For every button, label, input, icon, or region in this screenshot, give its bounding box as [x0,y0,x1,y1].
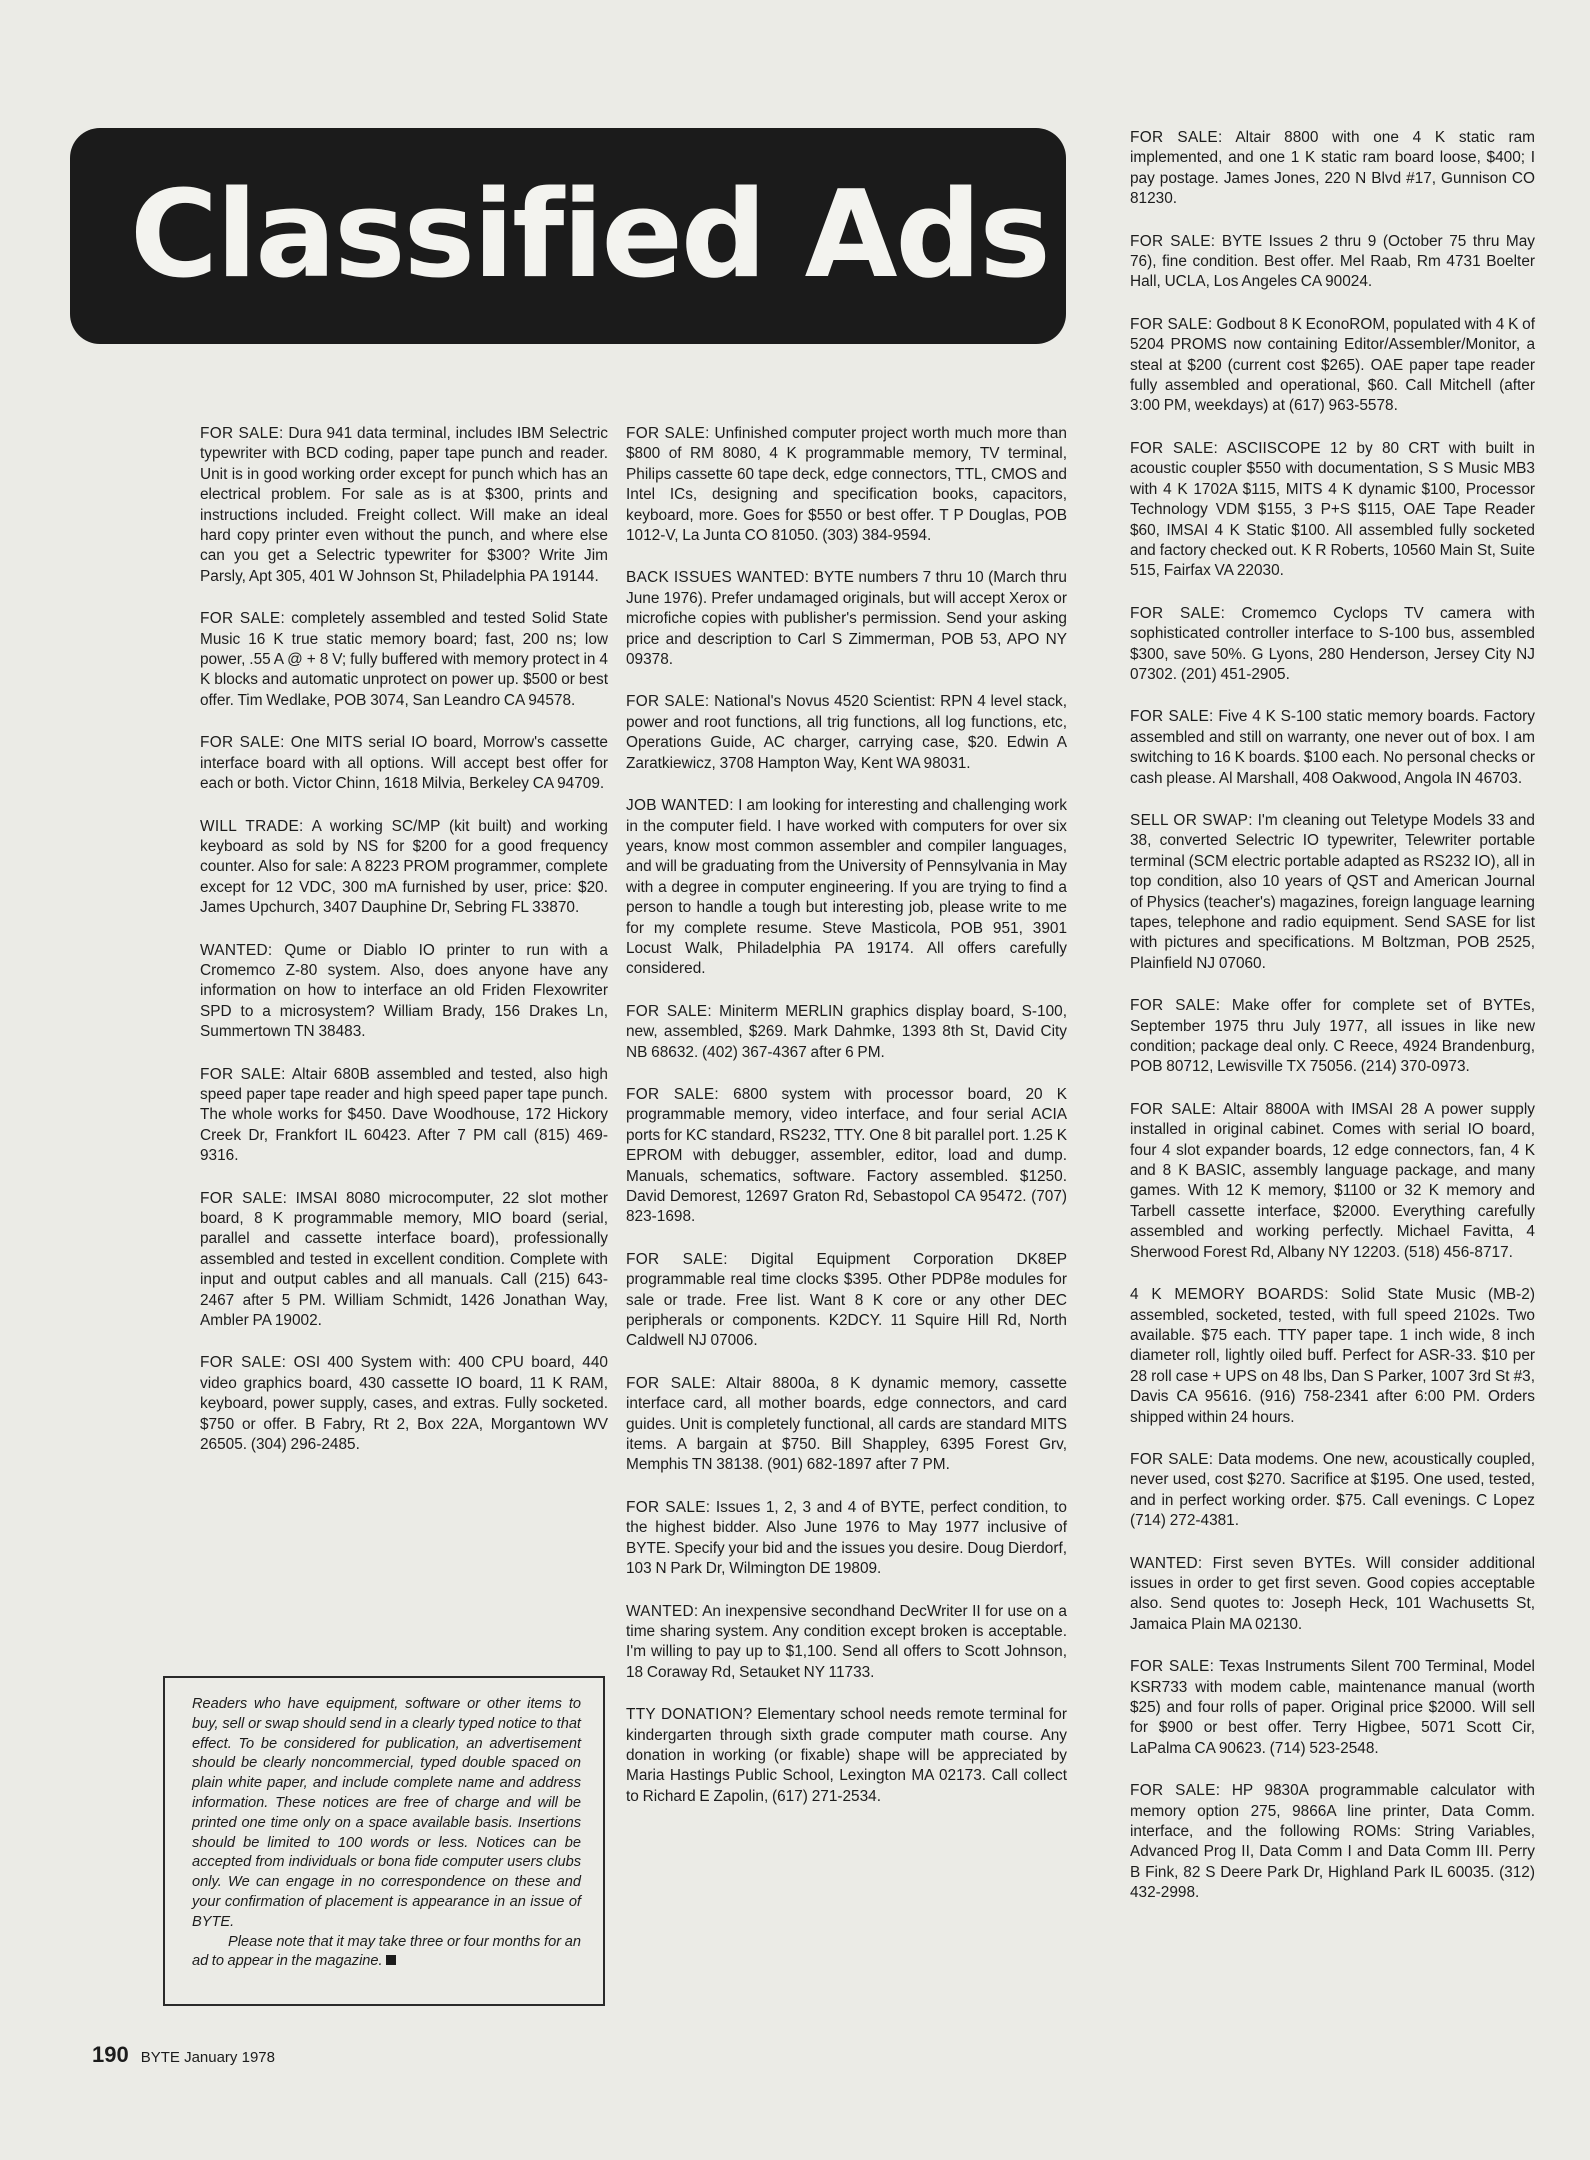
ad-heading: FOR SALE: [626,1250,728,1268]
ad-heading: FOR SALE: [1130,1100,1217,1118]
ad-heading: TTY DONATION? [626,1706,753,1724]
ad-body: Make offer for complete set of BYTEs, September 1975 thru July 1977, all issues in like new condition; package deal only. C Reece, 4924 Brandenburg, POB 80712, Lewisville TX 75056. (214) 370-0973. [1130,997,1535,1076]
classified-ad [626,1498,1067,1580]
ad-body: A working SC/MP (kit built) and working keyboard as sold by NS for $200 for a good frequency counter. Also for sale: A 8223 PROM programmer, complete except for 12 VDC, 300 mA furnished by user, price: $20. James Upchurch, 3407 Dauphine Dr, Sebring FL 33870. [200,817,608,917]
ad-body: OSI 400 System with: 400 CPU board, 440 video graphics board, 430 cassette IO board, 11 K RAM, keyboard, power supply, cases, and extras. Fully socketed. $750 or offer. B Fabry, Rt 2, Box 22A, Morgantown WV 26505. (304) 296-2485. [200,1354,608,1454]
ad-heading: FOR SALE: [1130,1782,1221,1800]
classified-ad [1130,315,1535,417]
ad-heading: FOR SALE: [1130,439,1219,457]
classified-ad [1130,996,1535,1078]
ad-heading: FOR SALE: [200,1189,288,1207]
ad-heading: FOR SALE: [1130,129,1223,146]
ad-body: BYTE Issues 2 thru 9 (October 75 thru May 76), fine condition. Best offer. Mel Raab, Rm 4731 Boelter Hall, UCLA, Los Angeles CA 90024. [1130,232,1535,291]
ad-heading: FOR SALE: [200,610,286,628]
ads-column-3 [1130,128,1535,1926]
classified-ad [626,796,1067,980]
ad-body: National's Novus 4520 Scientist: RPN 4 level stack, power and root functions, all trig functions, all log functions, etc, Operations Guide, AC charger, carrying case, $20. Edwin A Zaratkiewicz, 3708 Hampton Way, Kent WA 98031. [626,693,1067,772]
ad-body: Qume or Diablo IO printer to run with a Cromemco Z-80 system. Also, does anyone have any information on how to interface an old Friden Flexowriter SPD to a microsystem? William Brady, 156 Drakes Ln, Summertown TN 38483. [200,941,608,1041]
ad-heading: WILL TRADE: [200,817,304,835]
ad-body: IMSAI 8080 microcomputer, 22 slot mother board, 8 K programmable memory, MIO board (serial, parallel and cassette interface board), professionally assembled and tested in excellent condition. Complete with input and output cables and all manuals. Call (215) 643-2467 after 5 PM. William Schmidt, 1426 Jonathan Way, Ambler PA 19002. [200,1189,608,1330]
page-title: Classified Ads [130,166,1049,305]
submission-notice-box [163,1676,605,2006]
ad-heading: BACK ISSUES WANTED: [626,569,810,587]
ad-heading: FOR SALE: [1130,1658,1215,1676]
end-mark-icon [386,1955,396,1965]
ad-body: Digital Equipment Corporation DK8EP programmable real time clocks $395. Other PDP8e modules for sale or trade. Free list. Want 8 K core or any other DEC peripherals or components. K2DCY. 11 Squire Hill Rd, North Caldwell NJ 07006. [626,1250,1067,1350]
classified-ad [1130,1100,1535,1263]
ad-heading: FOR SALE: [626,693,710,711]
ad-heading: FOR SALE: [626,1002,712,1020]
classified-ad [626,692,1067,774]
classified-ad [626,1705,1067,1807]
issue-label: BYTE January 1978 [140,2049,275,2066]
ad-heading: WANTED: [200,941,273,959]
ad-body: Issues 1, 2, 3 and 4 of BYTE, perfect condition, to the highest bidder. Also June 1976 to May 1977 inclusive of BYTE. Specify your bid and the issues you desire. Doug Dierdorf, 103 N Park Dr, Wilmington DE 19809. [626,1498,1067,1578]
classified-ad [626,1085,1067,1228]
notice-paragraph: Readers who have equipment, software or other items to buy, sell or swap should send in a clearly typed notice to that effect. To be considered for publication, an advertisement should be clearly noncommercial, typed double spaced on plain white paper, and include complete name and address information. These notices are free of charge and will be printed one time only on a space available basis. Insertions should be limited to 100 words or less. Notices can be accepted from individuals or bona fide computer users clubs only. We can engage in no correspondence on these and your confirmation of placement is appearance in an issue of BYTE. [192,1696,581,1930]
ad-body: I am looking for interesting and challenging work in the computer field. I have worked with computers for over six years, know most common assembler and compiler languages, and will be graduating from the University of Pennsylvania in May with a degree in computer engineering. If you are trying to find a person to handle a tough but interesting job, please write to me for my complete resume. Steve Masticola, POB 951, 3901 Locust Walk, Philadelphia PA 19174. All offers carefully considered. [626,797,1067,978]
ad-body: Altair 680B assembled and tested, also high speed paper tape reader and high speed paper tape punch. The whole works for $450. Dave Woodhouse, 172 Hickory Creek Dr, Frankfort IL 60423. After 7 PM call (815) 469-9316. [200,1065,608,1165]
ad-body: I'm cleaning out Teletype Models 33 and 38, converted Selectric IO typewriter, Telewriter portable terminal (SCM electric portable adapted as RS232 IO), all in top condition, also 10 years of QST and American Journal of Physics (teacher's) magazines, foreign language learning tapes, telephone and radio equipment. Send SASE for list with pictures and specifications. M Boltzman, POB 2525, Plainfield NJ 07060. [1130,811,1535,972]
ad-heading: 4 K MEMORY BOARDS: [1130,1286,1329,1304]
page-number: 190 [92,2042,129,2067]
classified-ad [626,1002,1067,1063]
ad-heading: FOR SALE: [1130,1450,1214,1468]
classified-ad [626,1374,1067,1476]
ad-body: Data modems. One new, acoustically coupled, never used, cost $270. Sacrifice at $195. One used, tested, and in perfect working order. $75. Call evenings. C Lopez (714) 272-4381. [1130,1450,1535,1530]
ad-heading: WANTED: [1130,1554,1203,1572]
ad-heading: FOR SALE: [200,734,285,752]
classified-ad [626,568,1067,670]
ad-body: completely assembled and tested Solid State Music 16 K true static memory board; fast, 200 ns; low power, .55 A @ + 8 V; fully buffered with memory protect in 4 K blocks and automatic unprotect on power up. $500 or best offer. Tim Wedlake, POB 3074, San Leandro CA 94578. [200,610,608,709]
ad-heading: FOR SALE: [200,1065,286,1083]
classified-ad [1130,1657,1535,1759]
notice-paragraph-text: Please note that it may take three or four months for an ad to appear in the magazine. [192,1933,581,1970]
ad-heading: SELL OR SWAP: [1130,811,1253,829]
classified-ad [200,1065,608,1167]
ad-body: Miniterm MERLIN graphics display board, S-100, new, assembled, $269. Mark Dahmke, 1393 8th St, David City NB 68632. (402) 367-4367 after 6 PM. [626,1002,1067,1061]
ads-column-1 [200,424,608,1477]
classified-ad [200,941,608,1043]
ad-body: Dura 941 data terminal, includes IBM Selectric typewriter with BCD coding, paper tape punch and reader. Unit is in good working order except for punch which has an electrical problem. For sale as is at $300, prints and instructions included. Freight collect. Will make an ideal hard copy printer even without the punch, and where else can you get a Selectric typewriter for $300? Write Jim Parsly, Apt 305, 401 W Johnson St, Philadelphia PA 19144. [200,425,608,585]
ad-heading: FOR SALE: [626,1498,711,1516]
classified-ad [1130,707,1535,789]
ad-heading: FOR SALE: [200,425,284,442]
ad-heading: FOR SALE: [200,1354,287,1372]
classified-ad [626,1602,1067,1684]
ad-body: Unfinished computer project worth much more than $800 of RM 8080, 4 K programmable memory, TV terminal, Philips cassette 60 tape deck, edge connectors, TTL, CMOS and Intel ICs, designing and specification books, capacitors, keyboard, more. Goes for $550 or best offer. T P Douglas, POB 1012-V, La Junta CO 81050. (303) 384-9594. [626,425,1067,545]
ad-body: Godbout 8 K EconoROM, populated with 4 K of 5204 PROMS now containing Editor/Assembler/Monitor, a steal at $200 (current cost $265). OAE paper tape reader fully assembled and operational, $60. Call Mitchell (after 3:00 PM, weekdays) at (617) 963-5578. [1130,315,1535,415]
classified-ad [1130,811,1535,974]
ad-body: An inexpensive secondhand DecWriter II for use on a time sharing system. Any condition except broken is acceptable. I'm willing to pay up to $1,100. Send all offers to Scott Johnson, 18 Coraway Rd, Setauket NY 11733. [626,1602,1067,1681]
classified-ad [1130,232,1535,293]
classified-ad [626,424,1067,546]
ad-body: First seven BYTEs. Will consider additional issues in order to get first seven. Good copies acceptable also. Send quotes to: Joseph Heck, 101 Wachusetts St, Jamaica Plain MA 02130. [1130,1554,1536,1633]
classified-ads-banner [70,128,1066,344]
ad-heading: FOR SALE: [626,1085,719,1103]
ad-body: Altair 8800 with one 4 K static ram implemented, and one 1 K static ram board loose, $400; I pay postage. James Jones, 220 N Blvd #17, Gunnison CO 81230. [1130,129,1535,208]
ad-body: Altair 8800a, 8 K dynamic memory, cassette interface card, all mother boards, edge connectors, and card guides. Unit is completely functional, all cards are standard MITS items. A bargain at $750. Bill Shappley, 6395 Forest Grv, Memphis TN 38138. (901) 682-1897 after 7 PM. [626,1374,1067,1474]
notice-paragraph [192,1933,581,1973]
ad-body: Cromemco Cyclops TV camera with sophisticated controller interface to S-100 bus, assembled $300, save 50%. G Lyons, 280 Henderson, Jersey City NJ 07302. (201) 451-2905. [1130,604,1535,683]
ad-body: Altair 8800A with IMSAI 28 A power supply installed in original cabinet. Comes with serial IO board, four 4 slot expander boards, 12 edge connectors, fan, 4 K and 8 K BASIC, assembly language package, and many games. With 12 K memory, $1100 or 32 K memory and Tarbell cassette interface, $2000. Everything carefully assembled and working perfectly. Michael Favitta, 4 Sherwood Forest Rd, Albany NY 12203. (518) 456-8717. [1130,1100,1535,1261]
classified-ad [626,1250,1067,1352]
ad-heading: FOR SALE: [626,425,710,442]
classified-ad [200,817,608,919]
classified-ad [1130,1781,1535,1903]
classified-ad [1130,1554,1535,1636]
ad-heading: FOR SALE: [1130,997,1221,1015]
ad-body: Elementary school needs remote terminal for kindergarten through sixth grade computer math course. Any donation in working (or fixable) shape will be appreciated by Maria Hastings Public School, Lexington MA 02173. Call collect to Richard E Zapolin, (617) 271-2534. [626,1706,1067,1805]
classified-ad [1130,1450,1535,1532]
classified-ad [200,1353,608,1455]
ad-heading: FOR SALE: [1130,232,1216,250]
classified-ad [200,1189,608,1332]
ad-heading: WANTED: [626,1602,699,1620]
ad-heading: FOR SALE: [1130,708,1214,726]
classified-ad [200,733,608,794]
ads-column-2 [626,424,1067,1829]
classified-ad [1130,128,1535,210]
ad-body: Five 4 K S-100 static memory boards. Factory assembled and still on warranty, one never out of box. I am switching to 16 K boards. $100 each. No personal checks or cash please. Al Marshall, 408 Oakwood, Angola IN 46703. [1130,708,1535,787]
classified-ad [1130,439,1535,582]
ad-body: ASCIISCOPE 12 by 80 CRT with built in acoustic coupler $550 with documentation, S S Music MB3 with 4 K 1702A $115, MITS 4 K dynamic $100, Processor Technology VDM $155, 3 P+S $115, OAE Tape Reader $60, IMSAI 4 K Static $100. All assembled fully socketed and factory checked out. K R Roberts, 10560 Main St, Suite 515, Fairfax VA 22030. [1130,439,1535,580]
ad-heading: FOR SALE: [626,1374,716,1392]
classified-ad [1130,1285,1535,1428]
ad-body: BYTE numbers 7 thru 10 (March thru June 1976). Prefer undamaged originals, but will accept Xerox or microfiche copies with publisher's permission. Send your asking price and description to Carl S Zimmerman, POB 53, APO NY 09378. [626,569,1067,669]
classified-ad [1130,604,1535,686]
ad-body: One MITS serial IO board, Morrow's cassette interface board with all options. Will accept best offer for each or both. Victor Chinn, 1618 Milvia, Berkeley CA 94709. [200,734,608,793]
ad-body: Texas Instruments Silent 700 Terminal, Model KSR733 with modem cable, maintenance manual (worth $25) and four rolls of paper. Original price $2000. Will sell for $900 or best offer. Terry Higbee, 5071 Scott Cir, LaPalma CA 90623. (714) 523-2548. [1130,1658,1535,1757]
ad-heading: JOB WANTED: [626,797,734,815]
classified-ad [200,424,608,587]
classified-ad [200,609,608,711]
ad-body: 6800 system with processor board, 20 K programmable memory, video interface, and four serial ACIA ports for KC standard, RS232, TTY. One 8 bit parallel port. 1.25 K EPROM with debugger, assembler, editor, load and dump. Manuals, schematics, software. Factory assembled. $1250. David Demorest, 12697 Graton Rd, Sebastopol CA 95472. (707) 823-1698. [626,1085,1067,1226]
page-footer [92,2042,275,2068]
ad-body: Solid State Music (MB-2) assembled, socketed, tested, with full speed 2102s. Two available. $75 each. TTY paper tape. 1 inch wide, 8 inch diameter roll, lightly oiled buff. Perfect for ASR-33. $10 per 28 roll case + UPS on 48 lbs, Dan S Parker, 1007 3rd St #3, Davis CA 95616. (916) 758-2341 after 6:00 PM. Orders shipped within 24 hours. [1130,1286,1535,1426]
ad-heading: FOR SALE: [1130,315,1213,333]
ad-body: HP 9830A programmable calculator with memory option 275, 9866A line printer, Data Comm. interface, and the following ROMs: String Variables, Advanced Prog II, Data Comm I and Data Comm III. Perry B Fink, 82 S Deere Park Dr, Highland Park IL 60035. (312) 432-2998. [1130,1782,1535,1902]
ad-heading: FOR SALE: [1130,604,1226,622]
